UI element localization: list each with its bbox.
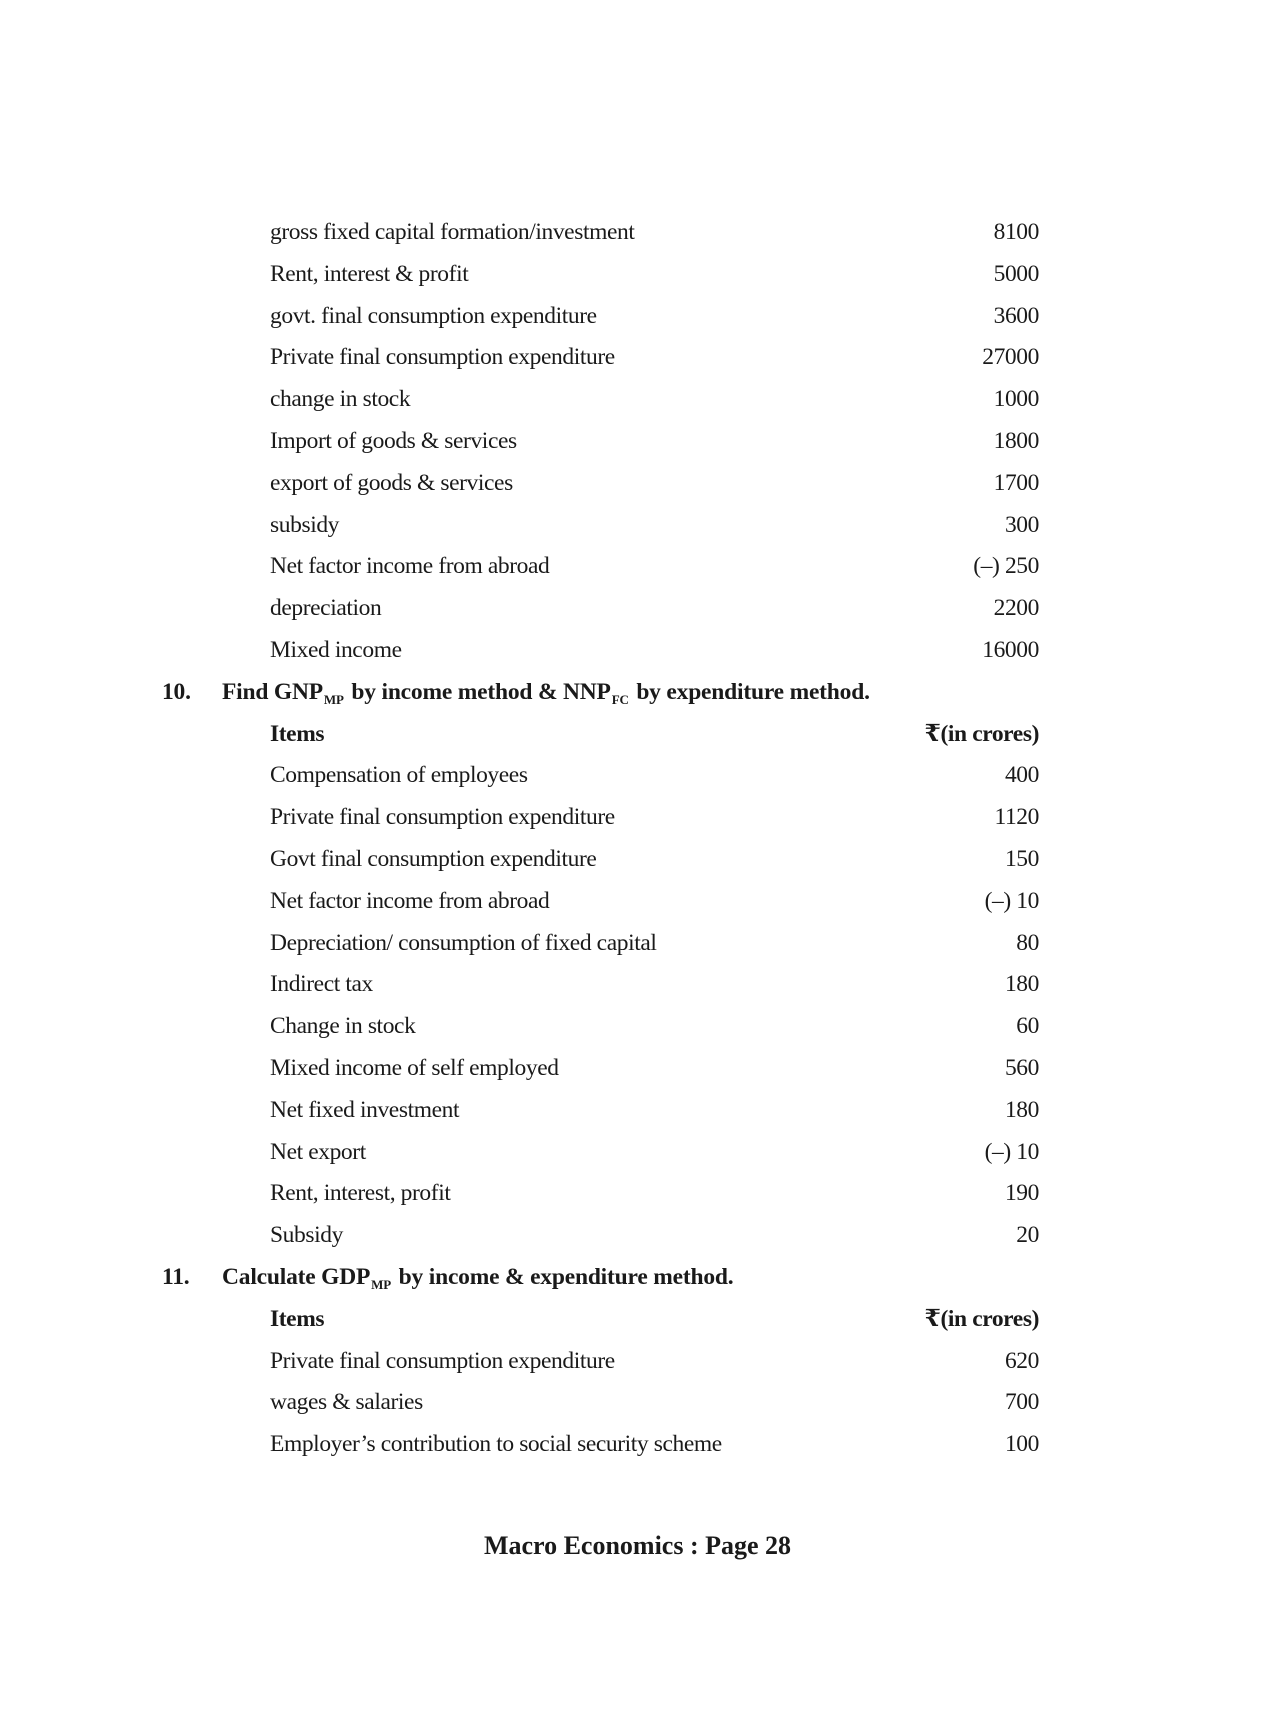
list-item — [0, 1048, 1275, 1090]
item-value: 180 — [1004, 971, 1039, 998]
item-label: wages & salaries — [270, 1389, 423, 1416]
list-item — [0, 964, 1275, 1006]
items-header: Items — [270, 720, 325, 747]
list-item — [0, 881, 1275, 923]
item-label: Subsidy — [270, 1222, 343, 1249]
item-label: Rent, interest & profit — [270, 260, 469, 287]
table-header — [0, 714, 1275, 756]
list-item — [0, 755, 1275, 797]
item-value: 20 — [1016, 1222, 1039, 1249]
item-label: Rent, interest, profit — [270, 1180, 451, 1207]
list-item — [0, 212, 1275, 254]
item-label: Employer’s contribution to social security scheme — [270, 1431, 722, 1458]
item-label: Import of goods & services — [270, 427, 517, 454]
item-value: 300 — [1004, 511, 1039, 538]
item-value: (–) 10 — [984, 887, 1039, 914]
item-value: 1000 — [993, 386, 1039, 413]
table-header — [0, 1299, 1275, 1341]
list-item — [0, 630, 1275, 672]
item-value: 1800 — [993, 427, 1039, 454]
question-11 — [0, 1257, 1275, 1299]
item-value: 1700 — [993, 469, 1039, 496]
question-number: 10. — [162, 678, 191, 705]
item-label: Net export — [270, 1138, 366, 1165]
question-10 — [0, 672, 1275, 714]
list-item — [0, 463, 1275, 505]
item-value: 150 — [1004, 845, 1039, 872]
item-label: Net factor income from abroad — [270, 887, 550, 914]
list-item — [0, 505, 1275, 547]
item-label: Private final consumption expenditure — [270, 804, 615, 831]
item-value: 1120 — [994, 804, 1039, 831]
item-label: Mixed income of self employed — [270, 1054, 559, 1081]
item-value: 16000 — [982, 636, 1039, 663]
item-label: govt. final consumption expenditure — [270, 302, 597, 329]
list-item — [0, 923, 1275, 965]
item-value: 180 — [1004, 1096, 1039, 1123]
item-label: Indirect tax — [270, 971, 373, 998]
list-item — [0, 1006, 1275, 1048]
question-number: 11. — [162, 1263, 190, 1290]
list-item — [0, 1424, 1275, 1466]
top-items-list — [0, 212, 1275, 1466]
list-item — [0, 254, 1275, 296]
unit-header: ₹(in crores) — [924, 1305, 1039, 1332]
item-value: 27000 — [982, 344, 1039, 371]
item-value: 700 — [1004, 1389, 1039, 1416]
list-item — [0, 546, 1275, 588]
list-item — [0, 1090, 1275, 1132]
list-item — [0, 839, 1275, 881]
item-value: 3600 — [993, 302, 1039, 329]
item-label: subsidy — [270, 511, 340, 538]
list-item — [0, 1215, 1275, 1257]
list-item — [0, 1132, 1275, 1174]
item-value: 80 — [1016, 929, 1039, 956]
item-value: 60 — [1016, 1013, 1039, 1040]
item-label: Compensation of employees — [270, 762, 528, 789]
list-item — [0, 337, 1275, 379]
item-label: depreciation — [270, 595, 382, 622]
list-item — [0, 588, 1275, 630]
item-value: 560 — [1004, 1054, 1039, 1081]
list-item — [0, 1341, 1275, 1383]
item-value: 620 — [1004, 1347, 1039, 1374]
question-text: Calculate $GDP_{MP}$ by income & expenditure method. — [222, 1263, 734, 1292]
item-value: (–) 250 — [973, 553, 1039, 580]
item-value: 100 — [1004, 1431, 1039, 1458]
item-value: (–) 10 — [984, 1138, 1039, 1165]
page-footer: Macro Economics : Page 28 — [483, 1531, 792, 1560]
item-label: Private final consumption expenditure — [270, 1347, 615, 1374]
item-label: change in stock — [270, 386, 411, 413]
list-item — [0, 379, 1275, 421]
item-value: 8100 — [993, 219, 1039, 245]
list-item — [0, 421, 1275, 463]
item-label: export of goods & services — [270, 469, 513, 496]
item-label: Private final consumption expenditure — [270, 344, 615, 371]
list-item — [0, 797, 1275, 839]
item-label: Govt final consumption expenditure — [270, 845, 597, 872]
list-item — [0, 1382, 1275, 1424]
list-item — [0, 1173, 1275, 1215]
item-value: 400 — [1004, 762, 1039, 789]
item-label: Depreciation/ consumption of fixed capital — [270, 929, 657, 956]
list-item — [0, 296, 1275, 338]
question-text: Find $GNP_{MP}$ by income method & $NNP_{FC}$ by expenditure method. — [222, 678, 870, 707]
item-label: Mixed income — [270, 636, 402, 663]
item-label: Change in stock — [270, 1013, 416, 1040]
item-label: Net fixed investment — [270, 1096, 460, 1123]
item-value: 2200 — [993, 595, 1039, 622]
items-header: Items — [270, 1305, 325, 1332]
item-value: 190 — [1004, 1180, 1039, 1207]
item-value: 5000 — [993, 260, 1039, 287]
unit-header: ₹(in crores) — [924, 720, 1039, 747]
item-label: Net factor income from abroad — [270, 553, 550, 580]
item-label: gross fixed capital formation/investment — [270, 219, 635, 245]
